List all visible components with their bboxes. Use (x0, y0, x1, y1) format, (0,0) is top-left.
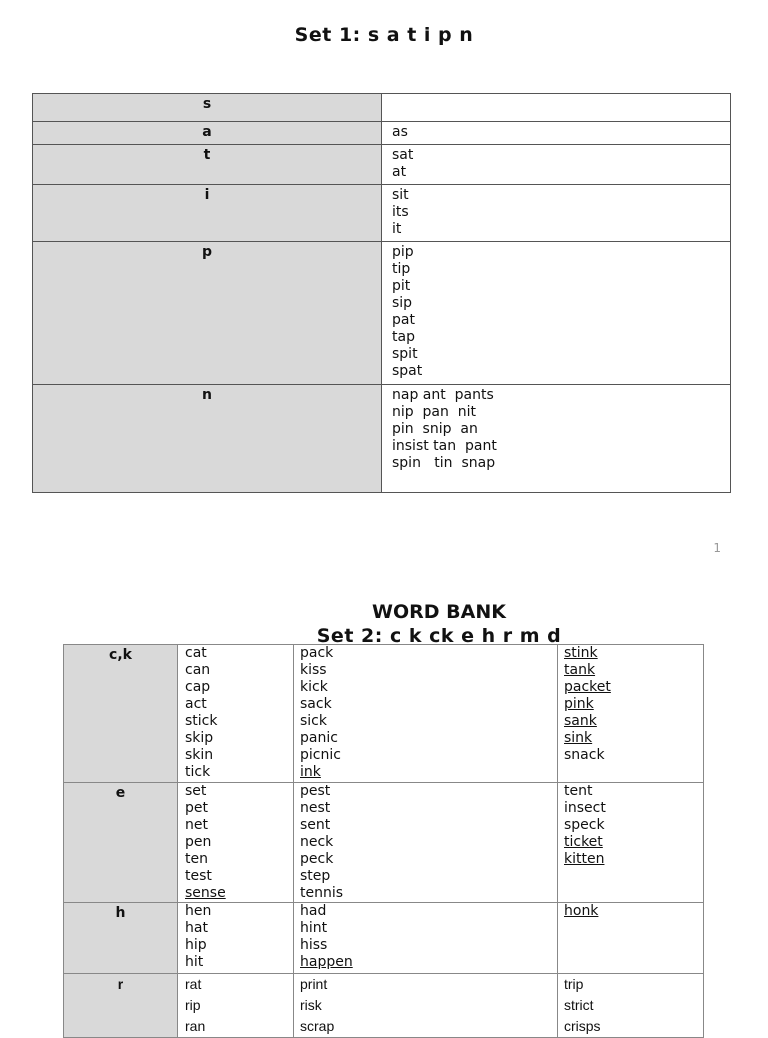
word: pit (392, 278, 411, 294)
set1-letter: s (33, 94, 382, 122)
set1-words (382, 94, 731, 122)
word: kitten (564, 851, 605, 867)
word-bank-title: WORD BANK (372, 601, 506, 623)
word-bank-col3 (558, 903, 704, 974)
set1-letter: p (33, 242, 382, 385)
word: set (185, 783, 207, 799)
word: sit (392, 187, 409, 203)
word: stick (185, 713, 218, 729)
word: sink (564, 730, 593, 746)
word: pest (300, 783, 331, 799)
word-bank-row (64, 974, 704, 1038)
word: panic (300, 730, 338, 746)
word: pen (185, 834, 212, 850)
word: ten (185, 851, 208, 867)
word-bank-col2 (294, 783, 558, 903)
word: act (185, 696, 207, 712)
set1-row (33, 94, 731, 122)
set1-row (33, 385, 731, 493)
word: pip (392, 244, 414, 260)
word: hat (185, 920, 208, 936)
set1-letter: t (33, 145, 382, 185)
word: tick (185, 764, 211, 780)
word-bank-row (64, 645, 704, 783)
word-bank-col2 (294, 645, 558, 783)
word: at (392, 164, 407, 180)
word: sat (392, 147, 414, 163)
word: hen (185, 903, 212, 919)
word: tip (392, 261, 411, 277)
word: neck (300, 834, 334, 850)
word: net (185, 817, 208, 833)
word: ink (300, 764, 321, 780)
set1-table (32, 93, 731, 493)
word: had (300, 903, 327, 919)
word-bank-col3 (558, 783, 704, 903)
word: tennis (300, 885, 344, 901)
word-bank-letter: r (64, 974, 178, 1038)
word: trip (564, 976, 584, 992)
word: hit (185, 954, 204, 970)
word: tap (392, 329, 415, 345)
word: tent (564, 783, 593, 799)
word-bank-col3 (558, 645, 704, 783)
word: skip (185, 730, 214, 746)
word: print (300, 976, 328, 992)
set1-words (382, 122, 731, 145)
word: nap ant pants (392, 387, 494, 403)
word: sank (564, 713, 597, 729)
word-bank-col1 (178, 903, 294, 974)
set1-letter: a (33, 122, 382, 145)
word-bank-col2 (294, 974, 558, 1038)
word-bank-letter: e (64, 783, 178, 903)
word-bank-row (64, 783, 704, 903)
word: peck (300, 851, 334, 867)
set1-words (382, 385, 731, 493)
word-bank-col3 (558, 974, 704, 1038)
word: sent (300, 817, 331, 833)
word: insist tan pant (392, 438, 497, 454)
word: can (185, 662, 211, 678)
set1-words (382, 242, 731, 385)
word: crisps (564, 1018, 601, 1034)
word: happen (300, 954, 353, 970)
set1-row (33, 242, 731, 385)
word-bank-row (64, 903, 704, 974)
word: pack (300, 645, 334, 661)
word-bank-col2 (294, 903, 558, 974)
word: spit (392, 346, 418, 362)
word: stink (564, 645, 598, 661)
word: kiss (300, 662, 327, 678)
word-bank-col1 (178, 645, 294, 783)
word: spat (392, 363, 423, 379)
word: it (392, 221, 402, 237)
word: hip (185, 937, 207, 953)
word: sack (300, 696, 332, 712)
word: sick (300, 713, 327, 729)
set1-title: Set 1: s a t i p n (294, 24, 474, 46)
word: as (392, 124, 408, 140)
word-bank-letter: c,k (64, 645, 178, 783)
word: nest (300, 800, 331, 816)
word-bank-table (63, 644, 704, 1038)
word: skin (185, 747, 214, 763)
word: scrap (300, 1018, 335, 1034)
word: ran (185, 1018, 206, 1034)
word: sense (185, 885, 226, 901)
word: speck (564, 817, 605, 833)
word: pin snip an (392, 421, 478, 437)
word: pat (392, 312, 415, 328)
set1-words (382, 145, 731, 185)
word: ticket (564, 834, 603, 850)
set1-row (33, 145, 731, 185)
word-bank-letter: h (64, 903, 178, 974)
word: test (185, 868, 212, 884)
word: honk (564, 903, 599, 919)
word: rip (185, 997, 201, 1013)
word-bank-col1 (178, 974, 294, 1038)
set2-title: Set 2: c k ck e h r m d (316, 625, 562, 647)
word: picnic (300, 747, 341, 763)
word: risk (300, 997, 322, 1013)
word: kick (300, 679, 328, 695)
word: strict (564, 997, 594, 1013)
set1-words (382, 185, 731, 242)
page-number: 1 (713, 541, 721, 555)
word: its (392, 204, 409, 220)
word: rat (185, 976, 202, 992)
word: insect (564, 800, 606, 816)
word: hint (300, 920, 328, 936)
word: tank (564, 662, 596, 678)
word: snack (564, 747, 605, 763)
set1-letter: n (33, 385, 382, 493)
word: cat (185, 645, 207, 661)
word: cap (185, 679, 211, 695)
set1-row (33, 185, 731, 242)
word: pink (564, 696, 594, 712)
word: hiss (300, 937, 328, 953)
set1-row (33, 122, 731, 145)
word: nip pan nit (392, 404, 477, 420)
word: spin tin snap (392, 455, 496, 471)
word: step (300, 868, 331, 884)
set1-letter: i (33, 185, 382, 242)
word-bank-col1 (178, 783, 294, 903)
word: sip (392, 295, 413, 311)
word: packet (564, 679, 611, 695)
word: pet (185, 800, 208, 816)
